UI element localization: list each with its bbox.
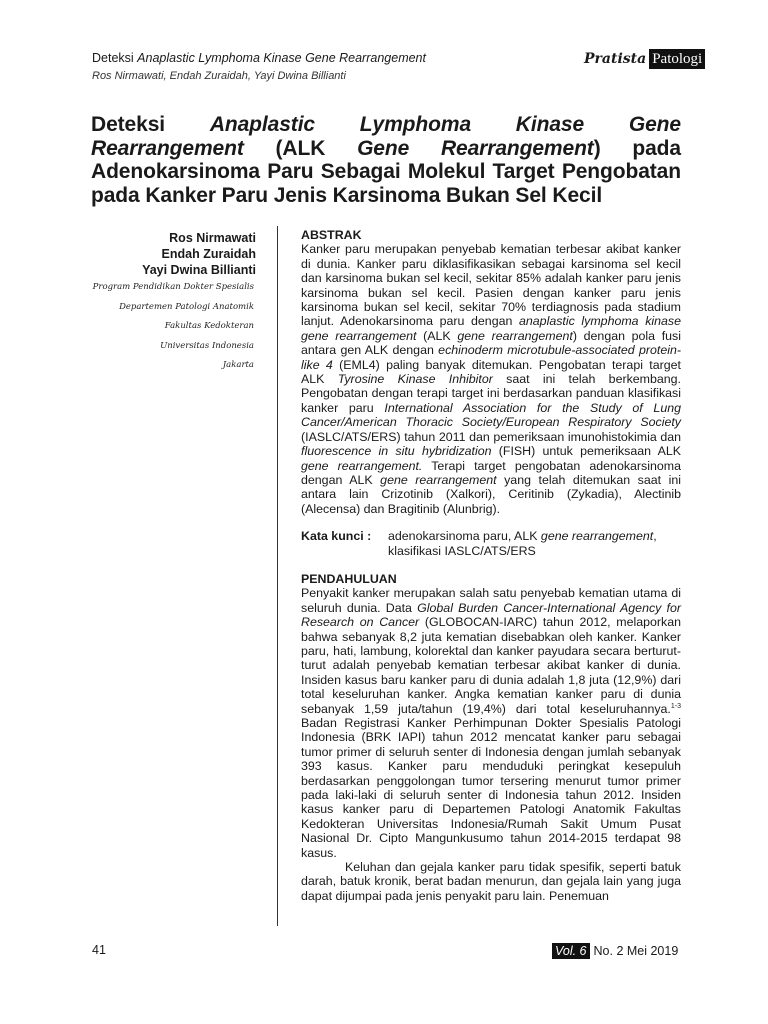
running-authors: Ros Nirmawati, Endah Zuraidah, Yayi Dwina Billianti xyxy=(92,70,346,82)
affiliation-line: Departemen Patologi Anatomik xyxy=(119,301,254,312)
running-title: Deteksi Anaplastic Lymphoma Kinase Gene Rearrangement xyxy=(92,51,426,65)
journal-logo-box: Patologi xyxy=(649,49,705,69)
affiliation-line: Program Pendidikan Dokter Spesialis xyxy=(92,282,254,292)
article-title: Deteksi Anaplastic Lymphoma Kinase Gene Rearrangement (ALK Gene Rearrangement) pada Adenokarsinoma Paru Sebagai Molekul Target Pengobatan pada Kanker Paru Jenis Karsinoma Bukan Sel Kecil xyxy=(91,113,681,207)
abstract-heading: ABSTRAK xyxy=(301,228,362,242)
affiliation-line: Fakultas Kedokteran xyxy=(164,321,254,331)
intro-heading: PENDAHULUAN xyxy=(301,571,397,586)
intro-paragraph: Penyakit kanker merupakan salah satu penyebab kematian utama di seluruh dunia. Data Global Burden Cancer-International Agency for Research on Cancer (GLOBOCAN-IARC) tahun 2012, melaporkan bahwa sebanyak 8,2 juta kematian disebabkan oleh kanker. Kanker paru, hati, lambung, kolorektal dan kanker payudara secara berturut-turut adalah penyebab kematian terbesar akibat kanker di dunia. Insiden kasus baru kanker paru di dunia adalah 1,8 juta (12,9%) dari total keseluruhan kanker. Angka kematian kanker paru di dunia sebanyak 1,59 juta/tahun (19,4%) dari total keseluruhannya.$^{1-3}$ Badan Registrasi Kanker Perhimpunan Dokter Spesialis Patologi Indonesia (BRK IAPI) tahun 2012 mencatat kanker paru sebagai tumor primer di seluruh senter di Indonesia dengan jumlah sebanyak 393 kasus. Kanker paru menduduki peringkat kesepuluh berdasarkan penggolongan tumor tersering menurut tumor primer pada laki-laki di seluruh senter di Indonesia tahun 2012. Insiden kasus kanker paru di Departemen Patologi Anatomik Fakultas Kedokteran Universitas Indonesia/Rumah Sakit Umum Pusat Nasional Dr. Cipto Mangunkusumo tahun 2014-2015 terdapat 98 kasus. xyxy=(301,586,681,860)
author-name: Endah Zuraidah xyxy=(161,247,256,261)
page-number: 41 xyxy=(92,943,106,957)
issue-info xyxy=(552,943,678,959)
main-column xyxy=(301,228,681,903)
affiliation-line: Universitas Indonesia xyxy=(160,340,254,351)
volume-badge: Vol. 6 xyxy=(552,943,590,959)
author-name: Ros Nirmawati xyxy=(169,231,256,245)
author-name: Yayi Dwina Billianti xyxy=(142,263,256,277)
column-divider xyxy=(277,226,278,926)
keywords xyxy=(301,529,681,558)
keywords-label: Kata kunci : xyxy=(301,529,372,544)
abstract-text: Kanker paru merupakan penyebab kematian terbesar akibat kanker di dunia. Kanker paru diklasifikasikan sebagai karsinoma sel kecil dan karsinoma bukan sel kecil, sekitar 85% adalah kanker paru jenis karsinoma bukan sel kecil. Pasien dengan kanker paru jenis karsinoma bukan sel kecil, sekitar 70% terdiagnosis pada stadium lanjut. Adenokarsinoma paru dengan anaplastic lymphoma kinase gene rearrangement (ALK gene rearrangement) dengan pola fusi antara gen ALK dengan echinoderm microtubule-associated protein-like 4 (EML4) paling banyak ditemukan. Pengobatan terapi target ALK Tyrosine Kinase Inhibitor saat ini telah berkembang. Pengobatan dengan terapi target ini berdasarkan panduan klasifikasi kanker paru International Association for the Study of Lung Cancer/American Thoracic Society/European Respiratory Society (IASLC/ATS/ERS) tahun 2011 dan pemeriksaan imunohistokimia dan fluorescence in situ hybridization (FISH) untuk pemeriksaan ALK gene rearrangement. Terapi target pengobatan adenokarsinoma dengan ALK gene rearrangement yang telah ditemukan saat ini antara lain Crizotinib (Xalkori), Ceritinib (Zykadia), Alectinib (Alecensa) dan Bragitinib (Alunbrig). xyxy=(301,242,682,516)
journal-logo xyxy=(584,49,705,69)
journal-logo-italic: Pratista xyxy=(584,51,647,67)
issue-text: No. 2 Mei 2019 xyxy=(593,944,679,958)
affiliation-line: Jakarta xyxy=(222,360,254,370)
keywords-value: adenokarsinoma paru, ALK gene rearrangement, klasifikasi IASLC/ATS/ERS xyxy=(388,529,657,558)
author-block xyxy=(93,230,256,376)
citation-superscript: 1-3 xyxy=(670,702,681,710)
intro-paragraph: Keluhan dan gejala kanker paru tidak spesifik, seperti batuk darah, batuk kronik, berat badan menurun, dan gejala lain yang juga dapat dijumpai pada jenis penyakit paru lain. Penemuan xyxy=(301,860,681,903)
